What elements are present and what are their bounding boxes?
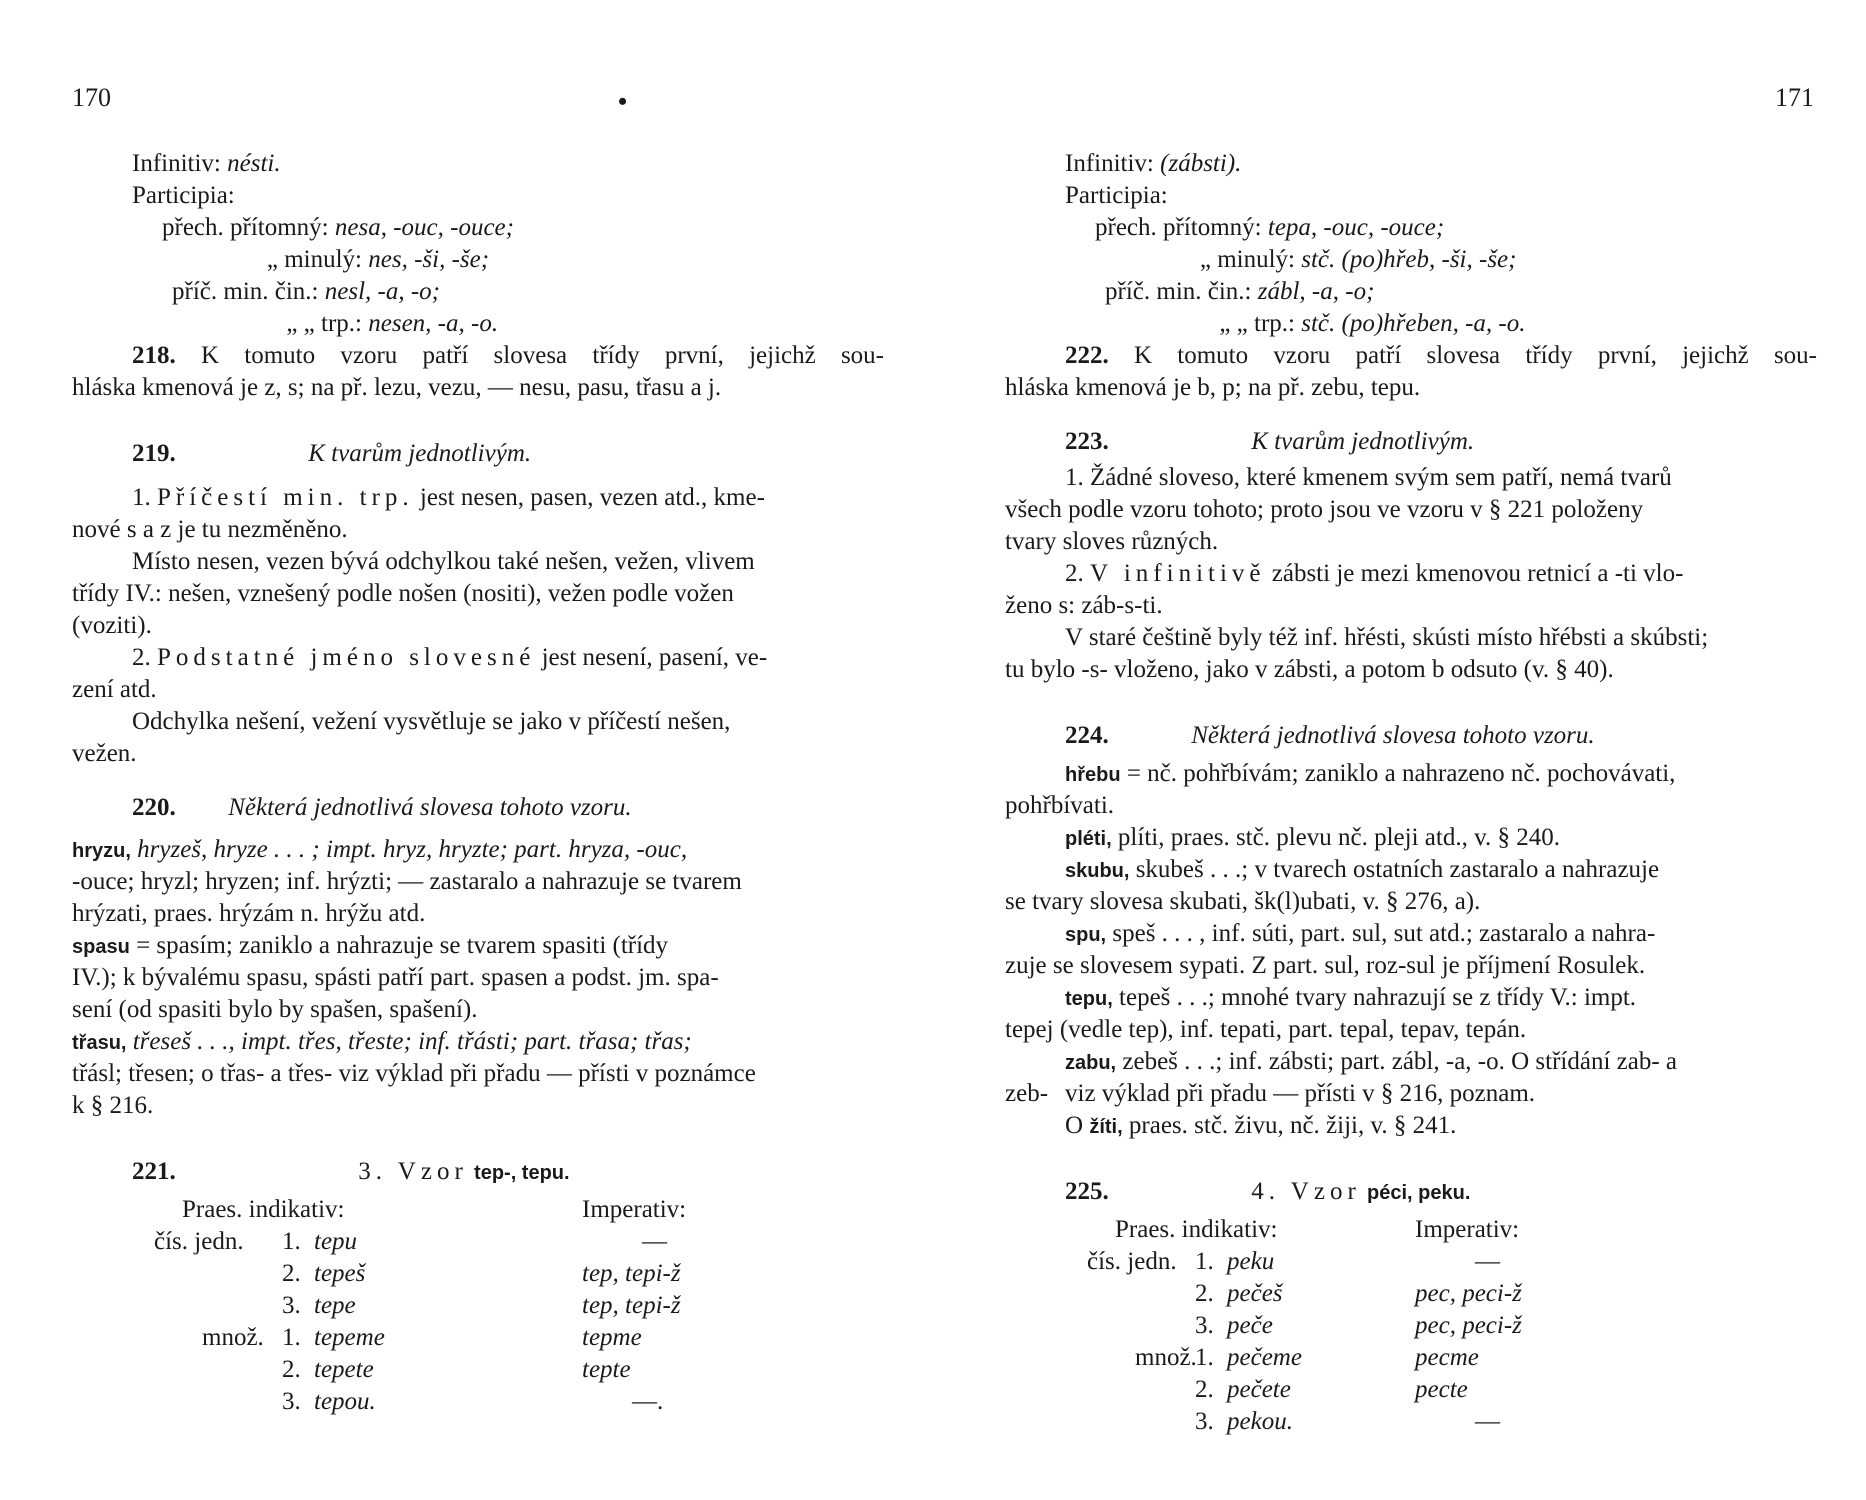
participle-row: přech. přítomný: nesa, -ouc, -ouce; — [162, 214, 514, 241]
entry-spasu: spasu = spasím; zaniklo a nahrazuje se tvarem spasiti (třídy — [72, 932, 669, 959]
text-line: zuje se slovesem sypati. Z part. sul, roz-sul je příjmení Rosulek. — [1005, 952, 1646, 979]
participle-row: „ minulý: nes, -ši, -še; — [266, 246, 490, 273]
heading-224: 224. Některá jednotlivá slovesa tohoto vzoru. — [1065, 722, 1595, 749]
paragraph-223-1: 1. Žádné sloveso, které kmenem svým sem patří, nemá tvarů — [1065, 464, 1672, 491]
text-line: všech podle vzoru tohoto; proto jsou ve vzoru v § 221 položeny — [1005, 496, 1644, 523]
text-line: IV.); k bývalému spasu, spásti patří part. spasen a podst. jm. spa- — [72, 964, 719, 991]
participle-row: příč. min. čin.: nesl, -a, -o; — [172, 278, 440, 305]
entry-ziti: O žíti, praes. stč. živu, nč. žiji, v. § 241. — [1065, 1112, 1457, 1139]
paragraph-219-1: 1. Příčestí min. trp. jest nesen, pasen, vezen atd., kme- — [132, 484, 765, 511]
ink-dot: • — [618, 87, 628, 116]
heading-223: 223. K tvarům jednotlivým. — [1065, 428, 1475, 455]
paragraph-222-cont: hláska kmenová je b, p; na př. zebu, tepu. — [1005, 374, 1421, 401]
participle-row: přech. přítomný: tepa, -ouc, -ouce; — [1095, 214, 1445, 241]
participia-label: Participia: — [132, 182, 235, 209]
text-line: sení (od spasiti bylo by spašen, spašení). — [72, 996, 478, 1023]
page-number: 170 — [72, 83, 111, 112]
text-line: zení atd. — [72, 676, 157, 703]
text-line: Místo nesen, vezen bývá odchylkou také nešen, vežen, vlivem — [132, 548, 755, 575]
paragraph-223-2: 2. V infinitivě zábsti je mezi kmenovou retnicí a -ti vlo- — [1065, 560, 1684, 587]
entry-hryzu: hryzu, hryzeš, hryze . . . ; impt. hryz, hryzte; part. hryza, -ouc, — [72, 836, 688, 863]
paragraph-219-2: 2. Podstatné jméno slovesné jest nesení, pasení, ve- — [132, 644, 768, 671]
paragraph-218: 218. K tomuto vzoru patří slovesa třídy první, jejichž sou- — [132, 342, 884, 369]
text-line: V staré češtině byly též inf. hřésti, skústi místo hřébsti a skúbsti; — [1065, 624, 1709, 651]
text-line: hrýzati, praes. hrýzám n. hrýžu atd. — [72, 900, 426, 927]
entry-hrebu: hřebu = nč. pohřbívám; zaniklo a nahrazeno nč. pochovávati, — [1065, 760, 1676, 787]
participle-row: „ „ trp.: stč. (po)hřeben, -a, -o. — [1219, 310, 1526, 337]
text-line: se tvary slovesa skubati, šk(l)ubati, v. § 276, a). — [1005, 888, 1481, 915]
paradigm-table-225: Praes. indikativ: Imperativ: čís. jedn. množ. 1. 2. 3. 1. 2. 3. peku pečeš peče pečeme pečete pekou. — pec, peci-ž pec, peci-ž pecme pecte — — [1087, 1216, 1522, 1435]
entry-spu: spu, speš . . . , inf. súti, part. sul, sut atd.; zastaralo a nahra- — [1065, 920, 1656, 947]
entry-trasu: třasu, třeseš . . ., impt. třes, třeste; inf. třásti; part. třasa; třas; — [72, 1028, 692, 1055]
heading-219: 219. K tvarům jednotlivým. — [132, 440, 532, 467]
participle-row: „ minulý: stč. (po)hřeb, -ši, -še; — [1199, 246, 1517, 273]
margin-note: zeb- — [1005, 1080, 1049, 1107]
paradigm-table-221: Praes. indikativ: Imperativ: čís. jedn. množ. 1. 2. 3. 1. 2. 3. tepu tepeš tepe tepeme tepete tepou. — tep, tepi-ž tep, tepi-ž tepme tepte —. — [154, 1196, 687, 1415]
text-line: ženo s: záb-s-ti. — [1005, 592, 1163, 619]
text-line: tu bylo -s- vloženo, jako v zábsti, a potom b odsuto (v. § 40). — [1005, 656, 1614, 683]
infinitiv-line: Infinitiv: nésti. — [132, 150, 281, 177]
page-number: 171 — [1775, 83, 1814, 112]
heading-220: 220. Některá jednotlivá slovesa tohoto vzoru. — [132, 794, 632, 821]
text-line: k § 216. — [72, 1092, 154, 1119]
participle-row: „ „ trp.: nesen, -a, -o. — [286, 310, 499, 337]
text-line: tvary sloves různých. — [1005, 528, 1219, 555]
left-column — [72, 148, 884, 1415]
heading-225: 225. 4. Vzor péci, peku. — [1065, 1178, 1471, 1205]
right-page — [933, 0, 1866, 1500]
text-line: pohřbívati. — [1005, 792, 1115, 819]
text-line: zeb- viz výklad při přadu — přísti v § 216, poznam. — [1005, 1078, 1817, 1110]
participia-label: Participia: — [1065, 182, 1168, 209]
participle-row: příč. min. čin.: zábl, -a, -o; — [1105, 278, 1375, 305]
text-line: třídy IV.: nešen, vznešený podle nošen (nositi), vežen podle vožen — [72, 580, 734, 607]
right-column — [1005, 148, 1817, 1435]
text-line: třásl; třesen; o třas- a třes- viz výklad při přadu — přísti v poznámce — [72, 1060, 756, 1087]
paragraph-222: 222. K tomuto vzoru patří slovesa třídy první, jejichž sou- — [1065, 342, 1817, 369]
text-line: -ouce; hryzl; hryzen; inf. hrýzti; — zastaralo a nahrazuje se tvarem — [72, 868, 742, 895]
text-line: nové s a z je tu nezměněno. — [72, 516, 348, 543]
text-line: Odchylka nešení, vežení vysvětluje se jako v příčestí nešen, — [132, 708, 731, 735]
entry-zabu: zabu, zebeš . . .; inf. zábsti; part. zábl, -a, -o. O střídání zab- a — [1065, 1048, 1678, 1075]
text-line: vežen. — [72, 740, 137, 767]
heading-221: 221. 3. Vzor tep-, tepu. — [132, 1158, 570, 1185]
entry-skubu: skubu, skubeš . . .; v tvarech ostatních zastaralo a nahrazuje — [1065, 856, 1660, 883]
entry-tepu: tepu, tepeš . . .; mnohé tvary nahrazují se z třídy V.: impt. — [1065, 984, 1637, 1011]
entry-pleti: pléti, plíti, praes. stč. plevu nč. pleji atd., v. § 240. — [1065, 824, 1560, 851]
paragraph-218-cont: hláska kmenová je z, s; na př. lezu, vezu, — nesu, pasu, třasu a j. — [72, 374, 722, 401]
text-line: (voziti). — [72, 612, 152, 639]
text-line: tepej (vedle tep), inf. tepati, part. tepal, tepav, tepán. — [1005, 1016, 1527, 1043]
infinitiv-line: Infinitiv: (zábsti). — [1065, 150, 1242, 177]
